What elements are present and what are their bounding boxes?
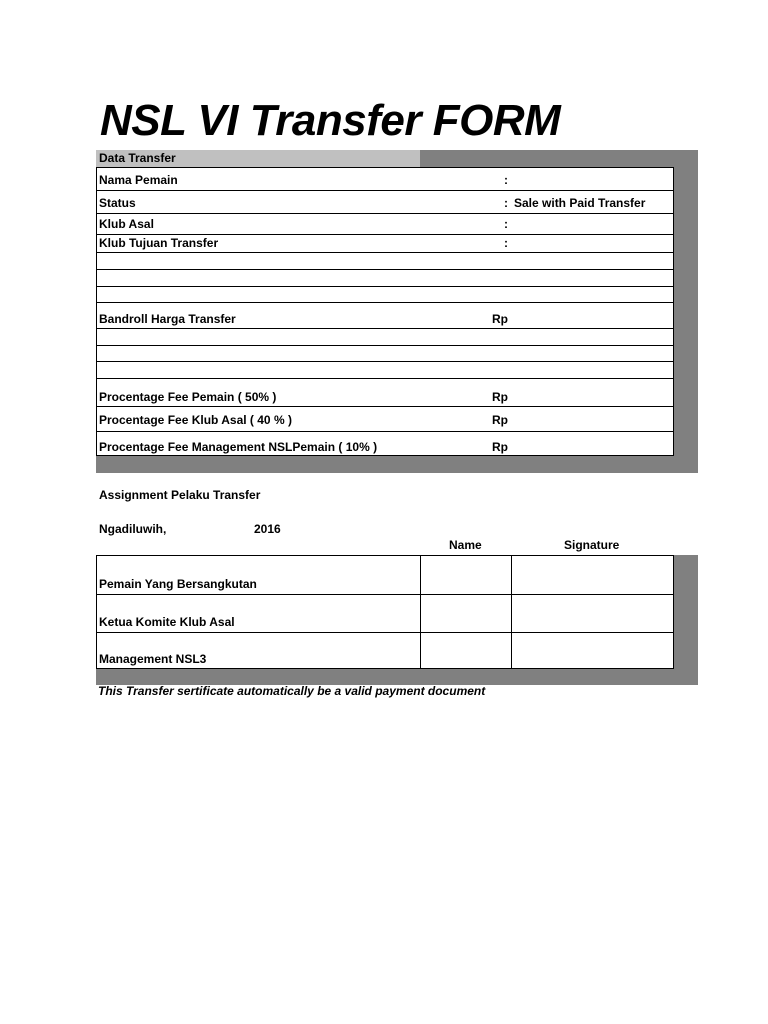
row-divider	[96, 213, 674, 214]
signature-cell[interactable]	[512, 633, 673, 668]
row-label-fee-klub: Procentage Fee Klub Asal ( 40 % )	[99, 413, 292, 427]
row-divider	[96, 286, 674, 287]
row-label-bandroll: Bandroll Harga Transfer	[99, 312, 236, 326]
row-divider	[96, 269, 674, 270]
year-label: 2016	[254, 522, 281, 536]
assignment-heading: Assignment Pelaku Transfer	[99, 488, 261, 502]
signer-label: Ketua Komite Klub Asal	[99, 615, 235, 629]
page-title: NSL VI Transfer FORM	[100, 96, 561, 145]
table-shadow-bottom	[96, 456, 698, 473]
column-header-name: Name	[449, 538, 482, 552]
name-cell[interactable]	[421, 556, 511, 594]
signer-label: Management NSL3	[99, 652, 207, 666]
status-value[interactable]: Sale with Paid Transfer	[514, 196, 646, 210]
row-label-fee-mgmt: Procentage Fee Management NSLPemain ( 10% )	[99, 440, 378, 454]
row-divider	[96, 406, 674, 407]
currency-label: Rp	[492, 413, 508, 427]
currency-label: Rp	[492, 390, 508, 404]
row-divider	[96, 361, 674, 362]
row-divider	[96, 378, 674, 379]
row-sep: :	[504, 236, 508, 250]
currency-label: Rp	[492, 312, 508, 326]
row-sep: :	[504, 173, 508, 187]
row-divider	[96, 234, 674, 235]
row-label-klub-tujuan: Klub Tujuan Transfer	[99, 236, 219, 250]
currency-label: Rp	[492, 440, 508, 454]
row-label-nama-pemain: Nama Pemain	[99, 173, 178, 187]
row-divider	[96, 345, 674, 346]
row-divider	[96, 302, 674, 303]
signature-cell[interactable]	[512, 556, 673, 594]
row-sep: :	[504, 217, 508, 231]
row-label-status: Status	[99, 196, 136, 210]
row-divider	[96, 328, 674, 329]
name-cell[interactable]	[421, 633, 511, 668]
row-sep: :	[504, 196, 508, 210]
place-label: Ngadiluwih,	[99, 522, 167, 536]
row-divider	[96, 190, 674, 191]
row-label-klub-asal: Klub Asal	[99, 217, 154, 231]
signature-cell[interactable]	[512, 595, 673, 632]
name-cell[interactable]	[421, 595, 511, 632]
signer-label: Pemain Yang Bersangkutan	[99, 577, 257, 591]
column-header-signature: Signature	[564, 538, 620, 552]
row-divider	[96, 431, 674, 432]
footer-note: This Transfer sertificate automatically be a valid payment document	[98, 684, 486, 698]
row-label-fee-pemain: Procentage Fee Pemain ( 50% )	[99, 390, 277, 404]
row-divider	[96, 252, 674, 253]
section-header: Data Transfer	[99, 151, 176, 165]
